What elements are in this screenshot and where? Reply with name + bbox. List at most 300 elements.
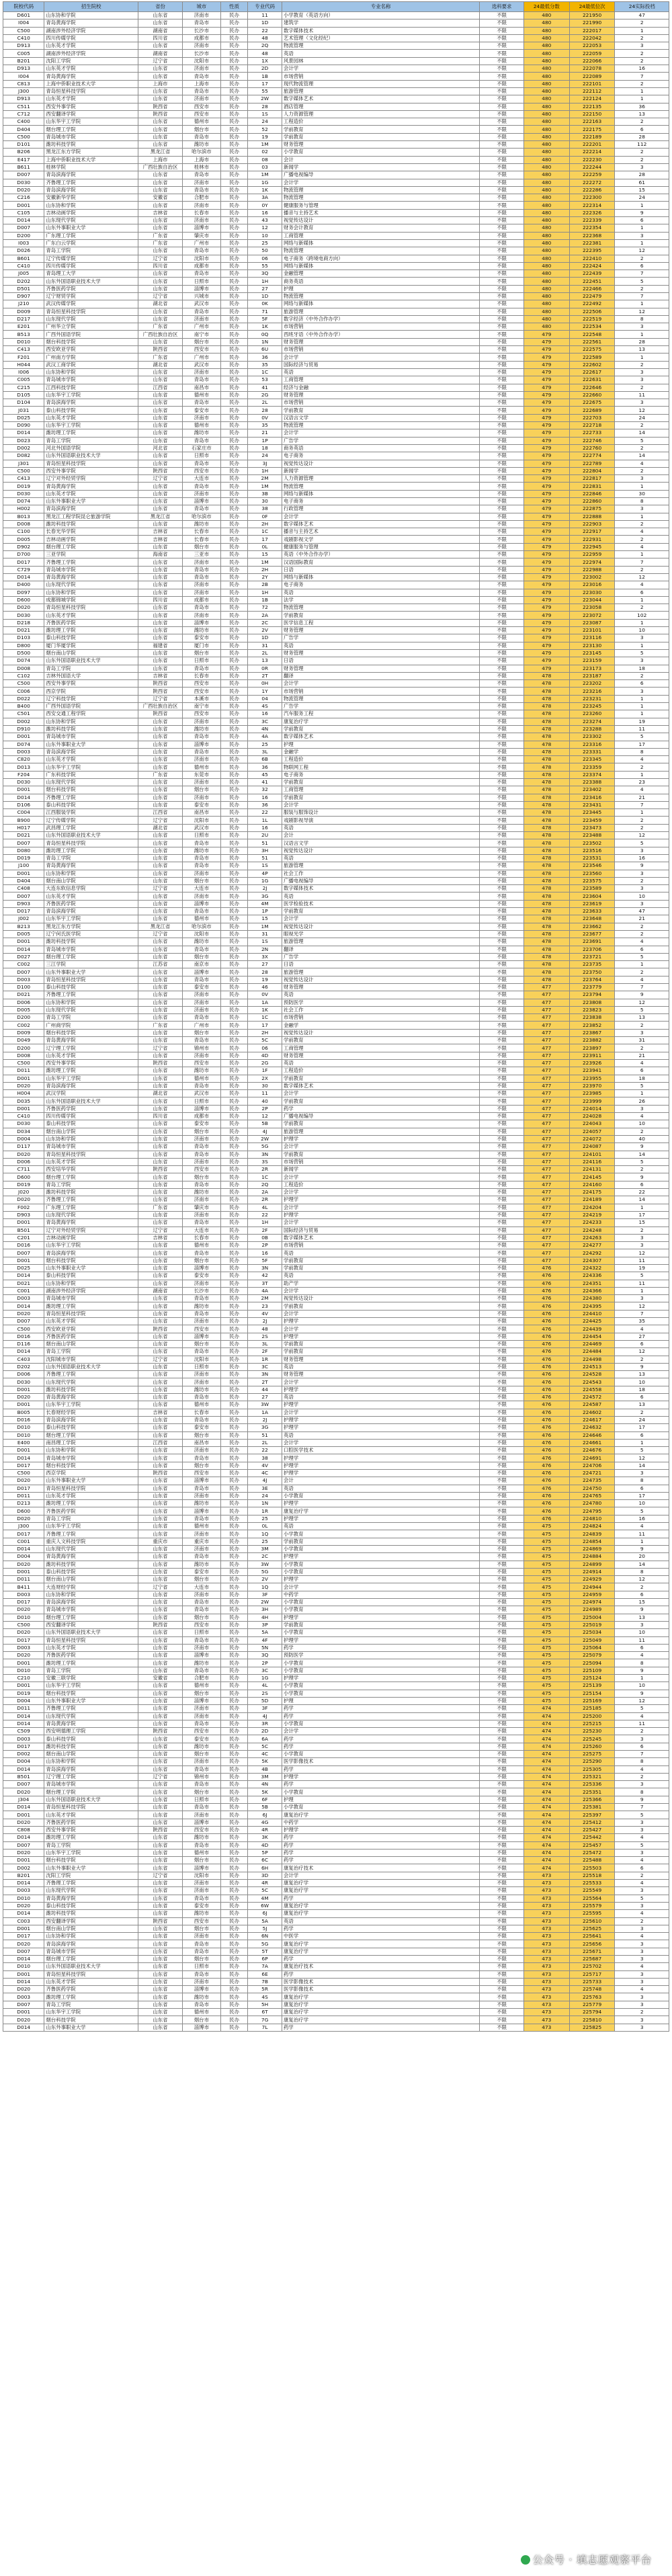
cell-code: C001 [3,1538,44,1545]
cell-min-score: 479 [523,528,569,536]
cell-min-rank: 222381 [569,239,615,247]
cell-actual-admitted: 1 [615,1204,669,1211]
cell-min-rank: 222589 [569,354,615,361]
cell-province: 山东省 [138,1257,183,1264]
table-row [3,1409,669,1416]
cell-min-score: 477 [523,1158,569,1165]
cell-code: F002 [3,1204,44,1211]
cell-min-rank: 224706 [569,1462,615,1469]
cell-subject-req: 不限 [480,1781,524,1788]
cell-code: D014 [3,1545,44,1552]
cell-city: 西安市 [182,680,220,688]
cell-province: 山东省 [138,1477,183,1485]
cell-min-score: 478 [523,710,569,718]
cell-min-rank: 225717 [569,1970,615,1978]
table-row [3,255,669,262]
cell-type: 民办 [220,2016,247,2024]
cell-province: 山东省 [138,1196,183,1204]
cell-type: 民办 [220,149,247,156]
cell-subject-req: 不限 [480,1728,524,1735]
cell-city: 西安市 [182,710,220,718]
cell-city: 青岛市 [182,1295,220,1302]
cell-major-name: 行政管理 [282,505,480,513]
cell-type: 民办 [220,1667,247,1674]
cell-min-score: 473 [523,1887,569,1895]
cell-code: D202 [3,1363,44,1370]
table-row [3,741,669,748]
cell-actual-admitted: 12 [615,1697,669,1704]
cell-min-score: 474 [523,1720,569,1727]
cell-province: 山东省 [138,1880,183,1887]
cell-major-name: 康复治疗学 [282,1887,480,1895]
cell-major-code: 51 [248,839,282,847]
cell-min-rank: 222244 [569,163,615,171]
cell-actual-admitted: 19 [615,718,669,725]
cell-actual-admitted: 4 [615,460,669,467]
cell-code: B005 [3,1409,44,1416]
cell-major-code: 2J [248,1318,282,1325]
cell-actual-admitted: 21 [615,915,669,923]
cell-school: 泰山科技学院 [44,801,138,808]
cell-major-code: 2P [248,1242,282,1249]
cell-school: 山东英才学院 [44,414,138,421]
cell-major-name: 学前教育 [282,1257,480,1264]
cell-code: D105 [3,391,44,399]
cell-city: 青岛市 [182,1606,220,1614]
cell-major-code: 1N [248,338,282,345]
cell-major-name: 护理学 [282,1636,480,1644]
cell-code: D800 [3,642,44,649]
table-row [3,1067,669,1075]
table-row [3,1970,669,1978]
cell-min-score: 479 [523,490,569,497]
cell-major-code: 5B [248,1804,282,1811]
cell-major-name: 康复治疗学 [282,1910,480,1917]
cell-min-score: 477 [523,1006,569,1013]
cell-major-code: 2H [248,566,282,573]
cell-min-rank: 223245 [569,703,615,710]
cell-city: 成都市 [182,1113,220,1120]
cell-min-score: 474 [523,1811,569,1819]
cell-city: 淄博市 [182,285,220,292]
cell-min-rank: 224646 [569,1431,615,1439]
cell-code: D017 [3,1599,44,1606]
cell-actual-admitted: 3 [615,2024,669,2031]
cell-actual-admitted: 1 [615,202,669,209]
cell-major-code: 1M [248,923,282,930]
cell-code: D010 [3,1614,44,1621]
cell-actual-admitted: 5 [615,649,669,657]
cell-subject-req: 不限 [480,308,524,315]
cell-actual-admitted: 6 [615,1181,669,1188]
cell-min-rank: 223852 [569,1022,615,1029]
cell-type: 民办 [220,786,247,794]
cell-min-rank: 224233 [569,1219,615,1227]
cell-city: 日照市 [182,1629,220,1636]
cell-province: 山东省 [138,657,183,665]
cell-min-score: 480 [523,87,569,95]
cell-school: 烟台南山学院 [44,1576,138,1583]
cell-school: 山东外国语职业技术大学 [44,1363,138,1370]
cell-subject-req: 不限 [480,209,524,216]
cell-school: 泰山科技学院 [44,1120,138,1128]
table-row [3,1796,669,1803]
cell-province: 山东省 [138,1834,183,1841]
cell-school: 长春光华学院 [44,528,138,536]
table-row [3,1242,669,1249]
cell-city: 青岛市 [182,748,220,755]
cell-min-rank: 223721 [569,953,615,960]
cell-major-code: 18 [248,444,282,452]
table-row [3,422,669,429]
cell-code: D021 [3,1280,44,1287]
cell-major-name: 国际经济与贸易 [282,1227,480,1234]
cell-major-name: 医学检验技术 [282,900,480,907]
cell-major-name: 学前教育 [282,908,480,915]
cell-major-code: 0K [248,300,282,308]
table-row [3,1765,669,1773]
cell-major-name: 会计学 [282,1090,480,1097]
cell-school: 青岛滨海学院 [44,1599,138,1606]
cell-subject-req: 不限 [480,323,524,331]
cell-city: 东莞市 [182,771,220,778]
cell-subject-req: 不限 [480,1614,524,1621]
cell-min-score: 473 [523,1895,569,1902]
cell-code: D025 [3,1264,44,1272]
cell-type: 民办 [220,1796,247,1803]
cell-type: 民办 [220,771,247,778]
cell-min-rank: 222689 [569,407,615,414]
cell-min-rank: 225810 [569,2016,615,2024]
cell-major-name: 护理学 [282,1401,480,1409]
table-row [3,649,669,657]
cell-major-name: 日语 [282,961,480,968]
table-row [3,1538,669,1545]
cell-subject-req: 不限 [480,1857,524,1864]
table-row [3,1948,669,1955]
cell-min-rank: 223546 [569,862,615,870]
cell-code: D017 [3,1933,44,1940]
cell-code: C408 [3,885,44,892]
cell-type: 民办 [220,1735,247,1743]
cell-min-score: 476 [523,1318,569,1325]
cell-subject-req: 不限 [480,247,524,255]
cell-major-name: 日语 [282,657,480,665]
cell-subject-req: 不限 [480,839,524,847]
cell-major-code: 2J [248,1416,282,1423]
cell-city: 济南市 [182,65,220,73]
cell-actual-admitted: 47 [615,12,669,19]
cell-code: C006 [3,688,44,695]
cell-code: D020 [3,1196,44,1204]
table-row [3,657,669,665]
cell-type: 民办 [220,1978,247,1985]
cell-school: 青岛城市学院 [44,1606,138,1614]
table-row [3,483,669,490]
cell-actual-admitted: 6 [615,1591,669,1598]
cell-min-rank: 224854 [569,1538,615,1545]
table-row [3,376,669,384]
cell-min-score: 480 [523,19,569,27]
cell-type: 民办 [220,141,247,149]
cell-min-rank: 224765 [569,1492,615,1499]
cell-province: 山东省 [138,725,183,733]
cell-major-code: 3N [248,1264,282,1272]
cell-code: C005 [3,376,44,384]
cell-province: 安徽省 [138,1675,183,1682]
cell-city: 锦州市 [182,1773,220,1780]
cell-type: 民办 [220,202,247,209]
table-row [3,1553,669,1561]
table-row [3,232,669,239]
table-row [3,1872,669,1879]
table-row [3,292,669,300]
table-row [3,1227,669,1234]
table-row [3,110,669,118]
cell-min-rank: 223431 [569,801,615,808]
cell-min-score: 478 [523,832,569,839]
cell-type: 民办 [220,1629,247,1636]
cell-major-code: 3E [248,1485,282,1492]
cell-actual-admitted: 1 [615,354,669,361]
cell-city: 济南市 [182,1318,220,1325]
cell-city: 济南市 [182,1811,220,1819]
cell-code: B501 [3,1773,44,1780]
table-row [3,801,669,808]
table-row [3,1113,669,1120]
cell-actual-admitted: 4 [615,1712,669,1720]
cell-major-code: 6C [248,1857,282,1864]
cell-major-name: 广告学 [282,703,480,710]
cell-major-name: 中药学 [282,1819,480,1826]
cell-major-name: 学前教育 [282,1621,480,1628]
cell-city: 西安市 [182,1166,220,1173]
cell-subject-req: 不限 [480,95,524,103]
cell-min-score: 476 [523,1431,569,1439]
cell-school: 四川传媒学院 [44,1113,138,1120]
cell-major-code: 44 [248,1386,282,1393]
cell-school: 山东外事职业大学 [44,1477,138,1485]
cell-province: 山东省 [138,1211,183,1218]
cell-school: 齐鲁医药学院 [44,900,138,907]
cell-province: 山东省 [138,1553,183,1561]
cell-type: 民办 [220,1781,247,1788]
cell-code: D004 [3,1553,44,1561]
cell-major-code: 6N [248,1933,282,1940]
header-school: 招生院校 [44,2,138,12]
cell-code: D020 [3,1902,44,1909]
cell-province: 山东省 [138,892,183,900]
cell-city: 武汉市 [182,1090,220,1097]
cell-min-rank: 224513 [569,1363,615,1370]
cell-school: 山东外事职业大学 [44,1864,138,1872]
cell-major-code: 1C [248,1014,282,1022]
cell-major-code: 5K [248,1788,282,1796]
cell-school: 辽宁对外经贸学院 [44,475,138,483]
cell-major-name: 日语 [282,566,480,573]
cell-subject-req: 不限 [480,87,524,95]
cell-type: 民办 [220,12,247,19]
table-row [3,1120,669,1128]
cell-major-code: 48 [248,50,282,57]
cell-subject-req: 不限 [480,581,524,589]
cell-min-score: 477 [523,1059,569,1067]
cell-province: 山东省 [138,1310,183,1317]
cell-major-name: 护理学 [282,1211,480,1218]
cell-code: D014 [3,429,44,437]
cell-school: 广东科技学院 [44,771,138,778]
cell-subject-req: 不限 [480,680,524,688]
cell-actual-admitted: 31 [615,1037,669,1044]
cell-school: 青岛城市学院 [44,1454,138,1462]
cell-type: 民办 [220,1264,247,1272]
cell-min-rank: 225503 [569,1864,615,1872]
table-row [3,908,669,915]
cell-school: 山东外国语职业技术大学 [44,657,138,665]
cell-type: 民办 [220,95,247,103]
cell-type: 民办 [220,1887,247,1895]
cell-type: 民办 [220,73,247,80]
cell-city: 烟台市 [182,2016,220,2024]
cell-type: 民办 [220,665,247,672]
cell-city: 德州市 [182,915,220,923]
cell-code: D002 [3,1750,44,1757]
cell-type: 民办 [220,1204,247,1211]
cell-city: 青岛市 [182,1970,220,1978]
cell-code: D021 [3,991,44,999]
cell-major-code: 2C [248,619,282,626]
cell-actual-admitted: 8 [615,1477,669,1485]
cell-subject-req: 不限 [480,300,524,308]
cell-school: 青岛城市学院 [44,1948,138,1955]
cell-min-rank: 224087 [569,1143,615,1151]
cell-province: 山东省 [138,1523,183,1530]
cell-subject-req: 不限 [480,1348,524,1356]
cell-major-code: 1S [248,862,282,870]
cell-min-score: 478 [523,968,569,976]
cell-actual-admitted: 9 [615,862,669,870]
cell-code: J300 [3,87,44,95]
cell-min-score: 478 [523,725,569,733]
cell-school: 山东英才学院 [44,42,138,50]
table-row [3,1424,669,1431]
cell-school: 烟台理工学院 [44,126,138,133]
cell-actual-admitted: 2 [615,156,669,163]
cell-province: 山东省 [138,505,183,513]
table-row [3,1583,669,1591]
table-row [3,771,669,778]
cell-type: 民办 [220,1697,247,1704]
cell-actual-admitted: 9 [615,991,669,999]
table-row [3,1925,669,1932]
cell-major-name: 社会工作 [282,1006,480,1013]
cell-city: 烟台市 [182,1925,220,1932]
table-row [3,490,669,497]
cell-code: C500 [3,680,44,688]
cell-code: D002 [3,718,44,725]
cell-actual-admitted: 2 [615,536,669,543]
cell-major-code: 16 [248,1249,282,1257]
cell-actual-admitted: 4 [615,1765,669,1773]
table-row [3,1462,669,1469]
cell-min-rank: 224307 [569,1257,615,1264]
cell-city: 成都市 [182,262,220,269]
cell-major-name: 现代物流管理 [282,80,480,87]
cell-min-rank: 222059 [569,50,615,57]
cell-city: 青岛市 [182,604,220,612]
cell-province: 江西省 [138,384,183,391]
cell-type: 民办 [220,832,247,839]
cell-code: D020 [3,1629,44,1636]
table-row [3,1750,669,1757]
cell-city: 济南市 [182,1978,220,1985]
cell-type: 民办 [220,1986,247,1993]
cell-province: 江苏省 [138,961,183,968]
cell-min-score: 480 [523,323,569,331]
cell-school: 西安明德理工学院 [44,1728,138,1735]
cell-subject-req: 不限 [480,1697,524,1704]
cell-actual-admitted: 1 [615,513,669,520]
cell-province: 山东省 [138,1956,183,1963]
table-row [3,1158,669,1165]
cell-min-rank: 224824 [569,1523,615,1530]
cell-type: 民办 [220,801,247,808]
cell-city: 青岛市 [182,1082,220,1089]
cell-major-code: 2A [248,612,282,619]
cell-province: 辽宁省 [138,885,183,892]
cell-province: 山东省 [138,73,183,80]
cell-subject-req: 不限 [480,1310,524,1317]
table-row [3,930,669,938]
cell-city: 济南市 [182,368,220,376]
table-row [3,1834,669,1841]
cell-province: 山东省 [138,1097,183,1105]
cell-type: 民办 [220,1758,247,1765]
cell-major-code: 6U [248,346,282,354]
cell-city: 德州市 [182,118,220,126]
cell-school: 辽宁传媒学院 [44,255,138,262]
cell-major-name: 学前教育 [282,1538,480,1545]
cell-code: H044 [3,361,44,368]
cell-city: 烟台市 [182,786,220,794]
cell-city: 德州市 [182,1075,220,1082]
cell-school: 齐鲁医药学院 [44,285,138,292]
cell-min-score: 478 [523,801,569,808]
table-row [3,718,669,725]
cell-min-score: 478 [523,862,569,870]
cell-school: 齐鲁理工学院 [44,1880,138,1887]
cell-code: D021 [3,832,44,839]
cell-min-score: 477 [523,1219,569,1227]
cell-min-rank: 222189 [569,133,615,140]
cell-major-name: 旅游管理 [282,862,480,870]
cell-school: 上海中侨职业技术大学 [44,80,138,87]
cell-code: C500 [3,27,44,34]
cell-major-code: 3H [248,847,282,854]
cell-actual-admitted: 3 [615,1956,669,1963]
cell-major-name: 会计学 [282,354,480,361]
cell-subject-req: 不限 [480,1902,524,1909]
cell-code: D020 [3,186,44,194]
cell-city: 泰安市 [182,1272,220,1280]
cell-province: 山东省 [138,756,183,763]
table-row [3,171,669,179]
cell-min-rank: 224263 [569,1234,615,1241]
cell-actual-admitted: 5 [615,1006,669,1013]
cell-min-score: 476 [523,1462,569,1469]
cell-subject-req: 不限 [480,255,524,262]
cell-min-rank: 222817 [569,475,615,483]
